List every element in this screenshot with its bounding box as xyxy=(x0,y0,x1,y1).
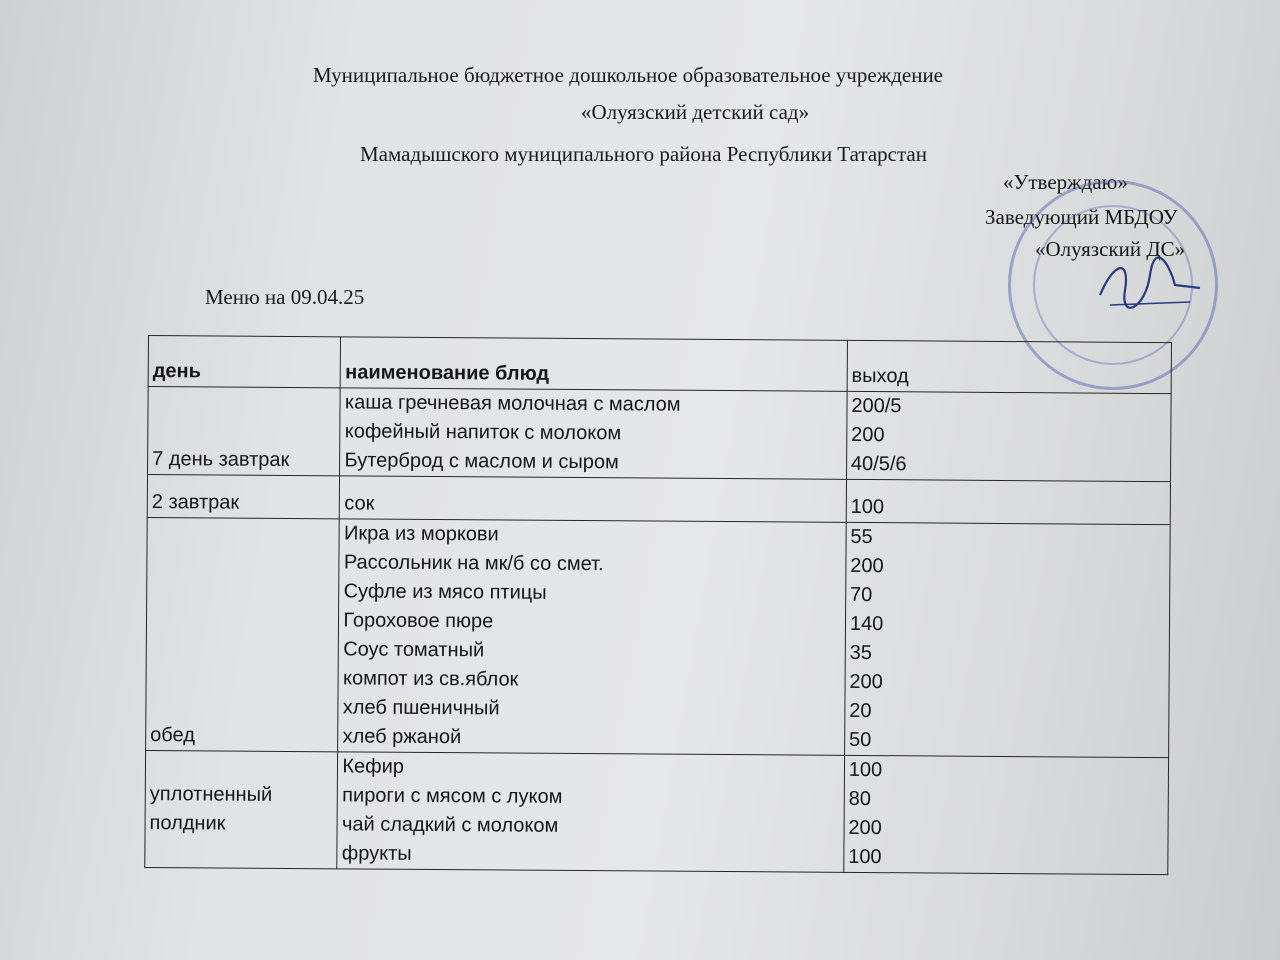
district-name: Мамадышского муниципального района Республики Татарстан xyxy=(360,142,927,166)
output-item: 100 xyxy=(848,845,882,869)
dish-item: Соус томатный xyxy=(343,638,485,662)
dish-item: каша гречневая молочная с маслом xyxy=(344,391,681,416)
output-item: 200 xyxy=(849,670,883,694)
document-header xyxy=(0,0,1280,330)
table-row xyxy=(146,517,1171,757)
dish-item: Гороховое пюре xyxy=(343,609,494,633)
day-cell: 2 завтрак xyxy=(147,475,340,519)
dish-item: Икра из моркови xyxy=(343,522,499,546)
output-item: 200/5 xyxy=(851,394,902,418)
approval-org: «Олуязский ДС» xyxy=(1035,237,1186,261)
dish-cell xyxy=(337,752,844,873)
approval-position: Заведующий МБДОУ xyxy=(985,205,1178,229)
output-item: 35 xyxy=(849,641,872,665)
output-cell xyxy=(846,391,1171,481)
signature xyxy=(1090,250,1210,320)
table-row xyxy=(148,387,1172,482)
menu-table xyxy=(144,335,1172,875)
dish-cell xyxy=(340,388,847,480)
table-header-row xyxy=(148,336,1171,394)
header-dish: наименование блюд xyxy=(341,337,848,392)
dish-item: хлеб ржаной xyxy=(342,725,462,749)
dish-item: пироги с мясом с луком xyxy=(342,784,563,808)
table-row xyxy=(145,750,1169,874)
output-item: 55 xyxy=(850,525,873,549)
output-item: 70 xyxy=(849,583,873,607)
output-item: 140 xyxy=(849,612,884,636)
day-cell: 7 день завтрак xyxy=(148,387,341,476)
output-item: 100 xyxy=(848,758,883,782)
dish-cell xyxy=(338,519,846,756)
dish-item: компот из св.яблок xyxy=(342,667,519,691)
output-item: 50 xyxy=(848,728,872,752)
institution-name: Муниципальное бюджетное дошкольное образовательное учреждение xyxy=(313,63,943,87)
output-item: 100 xyxy=(850,495,885,519)
dish-item: Бутерброд с маслом и сыром xyxy=(344,449,619,474)
output-item: 200 xyxy=(851,423,885,447)
menu-title: Меню на 09.04.25 xyxy=(205,285,365,309)
dish-item: Рассольник на мк/б со смет. xyxy=(343,551,604,576)
dish-item: чай сладкий с молоком xyxy=(341,813,559,837)
kindergarten-name: «Олуязский детский сад» xyxy=(581,100,810,124)
output-cell xyxy=(844,522,1170,757)
dish-cell xyxy=(340,476,847,523)
dish-item: фрукты xyxy=(341,842,412,865)
output-item: 200 xyxy=(848,816,882,840)
dish-item: Кефир xyxy=(342,755,405,778)
output-item: 200 xyxy=(850,554,884,578)
output-item: 80 xyxy=(848,787,871,811)
approval-label: «Утверждаю» xyxy=(1003,170,1128,194)
output-cell xyxy=(844,755,1169,874)
output-cell xyxy=(846,479,1170,524)
dish-item: сок xyxy=(344,492,375,515)
header-day: день xyxy=(148,336,341,388)
header-output: выход xyxy=(847,340,1171,393)
dish-item: кофейный напиток с молоком xyxy=(344,420,622,445)
dish-item: хлеб пшеничный xyxy=(342,696,500,720)
table-row xyxy=(147,475,1170,525)
output-item: 40/5/6 xyxy=(850,452,907,476)
dish-item: Суфле из мясо птицы xyxy=(343,580,547,604)
day-cell: обед xyxy=(146,517,340,751)
day-cell: уплотненный полдник xyxy=(145,750,338,868)
output-item: 20 xyxy=(849,699,872,723)
